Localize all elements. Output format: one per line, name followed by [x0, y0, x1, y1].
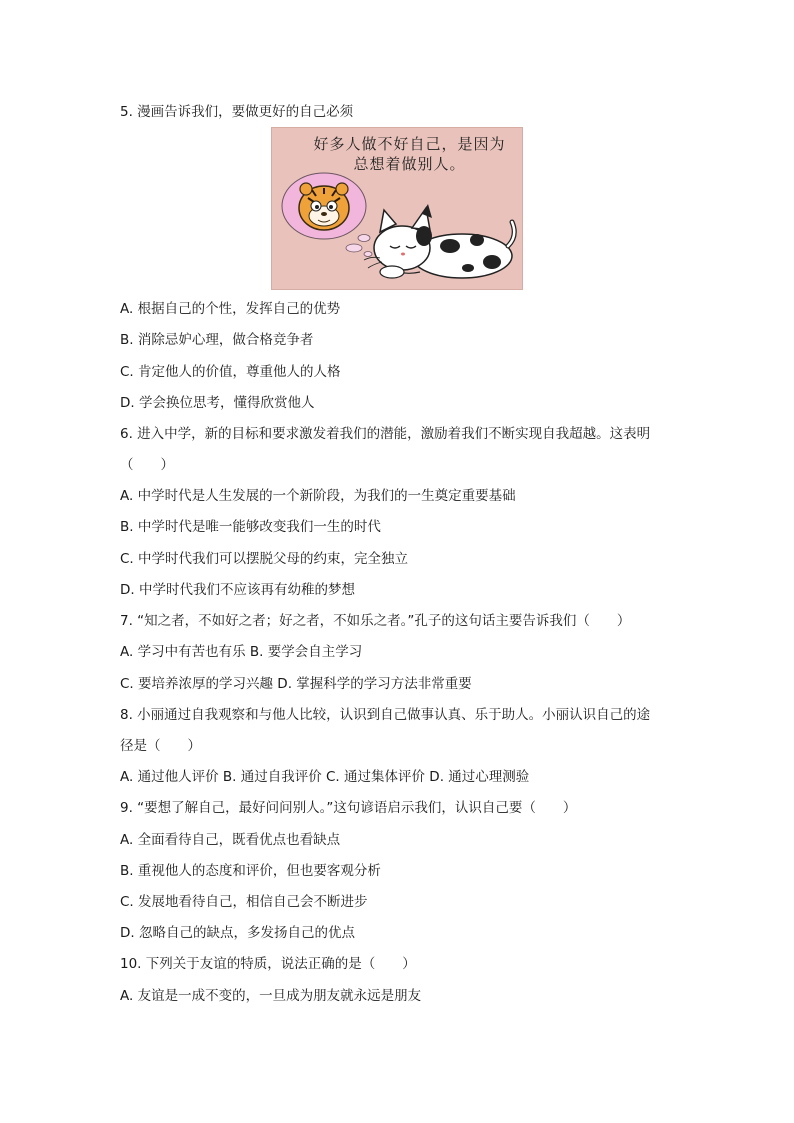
cartoon-caption-line1: 好多人做不好自己，是因为 [313, 135, 506, 153]
cartoon-caption-line2: 总想着做别人。 [353, 155, 466, 173]
q5-option-d: D. 学会换位思考，懂得欣赏他人 [120, 395, 315, 411]
q10-option-a: A. 友谊是一成不变的，一旦成为朋友就永远是朋友 [120, 988, 422, 1004]
q5-cartoon [271, 127, 523, 290]
q5-option-a: A. 根据自己的个性，发挥自己的优势 [120, 301, 341, 317]
q7-options-row2: C. 要培养浓厚的学习兴趣 D. 掌握科学的学习方法非常重要 [120, 676, 472, 692]
q6-option-d: D. 中学时代我们不应该再有幼稚的梦想 [120, 582, 355, 598]
q5-stem: 5. 漫画告诉我们，要做更好的自己必须 [120, 104, 354, 120]
tiger-face-icon [299, 183, 349, 230]
q6-option-c: C. 中学时代我们可以摆脱父母的约束，完全独立 [120, 551, 409, 567]
q9-option-c: C. 发展地看待自己，相信自己会不断进步 [120, 894, 368, 910]
q10-stem: 10. 下列关于友谊的特质，说法正确的是（ ） [120, 956, 416, 972]
q6-stem-line2: （ ） [120, 457, 174, 473]
q8-stem-line2: 径是（ ） [120, 738, 201, 754]
q5-option-c: C. 肯定他人的价值，尊重他人的人格 [120, 364, 341, 380]
q6-option-a: A. 中学时代是人生发展的一个新阶段，为我们的一生奠定重要基础 [120, 488, 516, 504]
q7-options-row1: A. 学习中有苦也有乐 B. 要学会自主学习 [120, 644, 363, 660]
q8-stem-line1: 8. 小丽通过自我观察和与他人比较，认识到自己做事认真、乐于助人。小丽认识自己的途 [120, 707, 651, 723]
q9-option-a: A. 全面看待自己，既看优点也看缺点 [120, 832, 341, 848]
q9-stem: 9. “要想了解自己，最好问问别人。”这句谚语启示我们，认识自己要（ ） [120, 800, 577, 816]
q5-option-b: B. 消除忌妒心理，做合格竞争者 [120, 332, 314, 348]
cat-icon [364, 204, 514, 278]
q8-options-row: A. 通过他人评价 B. 通过自我评价 C. 通过集体评价 D. 通过心理测验 [120, 769, 530, 785]
q7-stem: 7. “知之者，不如好之者；好之者，不如乐之者。”孔子的这句话主要告诉我们（ ） [120, 613, 631, 629]
q9-option-b: B. 重视他人的态度和评价，但也要客观分析 [120, 863, 381, 879]
q9-option-d: D. 忽略自己的缺点，多发扬自己的优点 [120, 925, 355, 941]
q6-option-b: B. 中学时代是唯一能够改变我们一生的时代 [120, 519, 381, 535]
q6-stem-line1: 6. 进入中学，新的目标和要求激发着我们的潜能，激励着我们不断实现自我超越。这表明 [120, 426, 651, 442]
